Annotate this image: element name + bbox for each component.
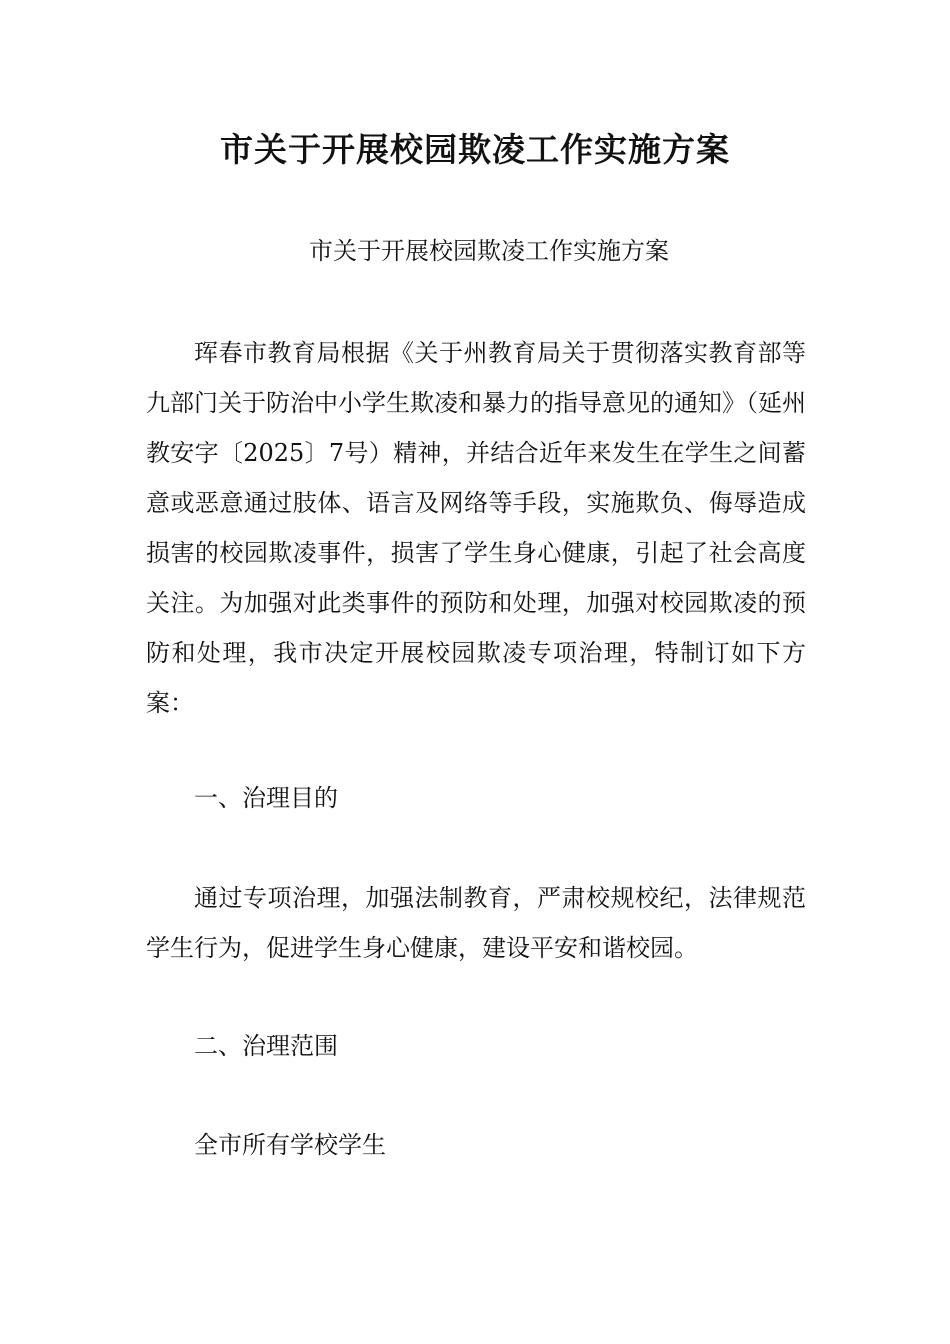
- section-2-heading: 二、治理范围: [194, 1032, 338, 1060]
- section-2-paragraph: 全市所有学校学生: [194, 1131, 386, 1159]
- intro-paragraph: 珲春市教育局根据《关于州教育局关于贯彻落实教育部等九部门关于防治中小学生欺凌和暴力的指导意见的通知》（延州教安字〔2025〕7号）精神，并结合近年来发生在学生之间蓄意或恶意通过肢体、语言及网络等手段，实施欺负、侮辱造成损害的校园欺凌事件，损害了学生身心健康，引起了社会高度关注。为加强对此类事件的预防和处理，加强对校园欺凌的预防和处理，我市决定开展校园欺凌专项治理，特制订如下方案：: [146, 339, 806, 717]
- section-1-paragraph: 通过专项治理，加强法制教育，严肃校规校纪，法律规范学生行为，促进学生身心健康，建设平安和谐校园。: [146, 884, 806, 962]
- section-1-heading: 一、治理目的: [194, 784, 338, 812]
- document-title: 市关于开展校园欺凌工作实施方案: [220, 130, 730, 169]
- document-subtitle: 市关于开展校园欺凌工作实施方案: [309, 237, 669, 265]
